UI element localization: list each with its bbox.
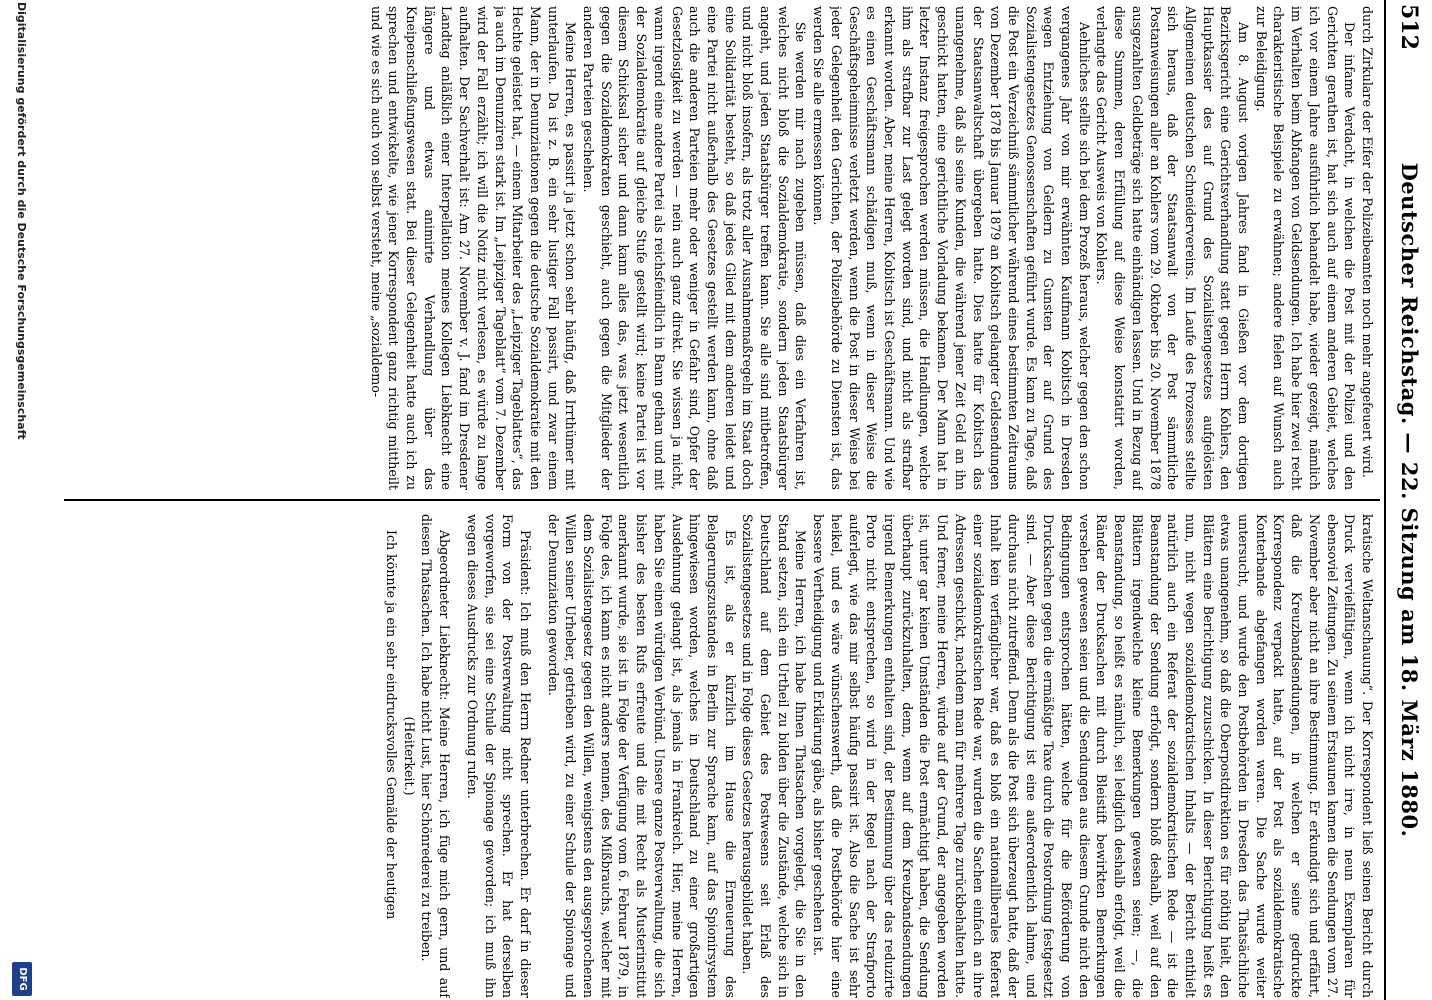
paragraph: Der infame Verdacht, in welchen die Post mit der Polizei und den Gerichten gerathen ist, hat sich auch auf einem anderen Gebiet, welches ich vor einem Jahre ausführlich behandelt habe, wieder gezeigt, nämlich im Verhalten beim Abfangen von Geldsendungen. Ich habe hier zwei recht charakteristische Beispiele zu erwähnen; andere fielen auf Wunsch auch zur Beleidigung. xyxy=(1253,6,1358,490)
paragraph: Ich könnte ja ein sehr eindrucksvolles Gemälde der heutigen xyxy=(384,530,400,920)
paragraph: durch Zirkulare der Eifer der Polizeibeamten noch mehr angefeuert wird. xyxy=(1360,6,1375,478)
page-number: 512 xyxy=(1396,4,1422,50)
paragraph: Aehnliches stellte sich bei dem Prozeß heraus, welcher gegen den schon vergangenes Jahr von mir erwähnten Kaufmann Kobitsch in Dresden wegen Entziehung von Geldern zu Gunsten der auf Grund des Sozialistengesetzes Genossenschaften geführt wurde. Es kam zu Tage, daß die Post ein Verzeichniß sämmtlicher während eines bestimmten Zeitraums von Dezember 1878 bis Januar 1879 an Kobitsch gelangter Geldsendungen der Staatsanwaltschaft übergeben hatte. Dies hatte für Kobitsch das unangenehme, daß als seine Kunden, die während jener Zeit Geld an ihn geschickt hatten, eine gerichtliche Vorladung bekamen. Der Mann hat in letzter Instanz freigesprochen werden müssen, die Handlungen, welche ihm als strafbar zur Last gelegt worden sind, und nicht als strafbar erkannt worden. Aber, meine Herren, Kobitsch ist Geschäftsmann. Und wie es einen Geschäftsmann schädigen muß, wenn in dieser Weise die Geschäftsgeheimnisse verletzt werden, wenn die Post in dieser Weise bei jeder Gelegenheit den Gerichten, der Polizeibehörde zu Diensten ist, das werden Sie alle ermessen können. xyxy=(811,6,1092,490)
interjection: (Heiterkeit.) xyxy=(401,716,417,796)
digitization-note: Digitalisierung gefördert durch die Deutsche Forschungsgemeinschaft xyxy=(15,2,28,440)
page-footer xyxy=(6,0,36,1000)
paragraph: Meine Herren, ich habe Ihnen Thatsachen vorgelegt, die Sie in den Stand setzen, sich ein Urtheil zu bilden über die Zustände, welche sich in Deutschland auf dem Gebiet des Postwesens seit Erlaß des Sozialistengesetzes und in Folge dieses Gesetzes herausgebildet haben. xyxy=(740,514,809,998)
speaker-paragraph: Präsident: Ich muß den Herrn Redner unterbrechen. Er darf in dieser Form von der Postverwaltung nicht sprechen. Er hat derselben vorgeworfen, sie sei eine Schule der Spionage geworden; ich muß ihn wegen dieses Ausdrucks zur Ordnung rufen. xyxy=(464,514,533,998)
dfg-logo: DFG xyxy=(12,962,32,996)
paragraph: Am 8. August vorigen Jahres fand in Gießen vor dem dortigen Bezirksgericht eine Gerichtsverhandlung statt gegen Herrn Kohlers, den Hauptkassier des auf Grund des Sozialistengesetzes aufgelösten Allgemeinen deutschen Schneidervereins. Im Laufe des Prozesses stellte sich heraus, daß der Staatsanwalt von der Post sämmtliche Postanweisungen aller an Kohlers vom 29. Oktober bis 20. November 1878 ausgezahlten Geldbeträge sich hatte einhändigen lassen. Und in Bezug auf diese Summen, deren Erfüllung auf diese Weise konstatirt worden, verlangte das Gericht Ausweis von Kohlers. xyxy=(1094,6,1252,490)
paragraph: Es ist, als er kürzlich im Hause die Erneuerung des Belagerungszustandes in Berlin zur Sprache kam, auf das Spionirsystem hingewiesen worden, welches in Deutschland zu einer großartigen Ausdehnung gelangt ist, als jemals in Frankreich. Hier, meine Herren, haben Sie einen würdigen Verbünd. Unsere ganze Postverwaltung, die sich bisher des besten Rufs erfreute und die mit Recht als Musterinstitut anerkannt wurde, sie ist in Folge der Verfügung vom 6. Februar 1879, in Folge des, ich kann es nicht anders nennen, des Mißbrauchs, welcher mit dem Sozialistengesetz gegen den Willen, wenigstens den ausgesprochenen Willen seiner Urheber, getrieben wird, zu einer Schule der Spionage und der Denunziation geworden. xyxy=(545,514,738,998)
paragraph: kratische Weltanschauung“. Der Korrespondent ließ seinen Bericht durch Druck vervielfältigen, wenn ich nicht irre, in neun Exemplaren für ebensoviel Zeitungen. Zu seinem Erstaunen kamen die Sendungen vom 27. November aber nicht an ihre Bestimmung. Er erkundigt sich und erfährt, daß die Kreuzbandsendungen, in welchen er seine gedruckte Korrespondenz verpackt hatte, auf der Post als sozialdemokratische Konterbande abgefangen worden waren. Die Sache wurde weiter untersucht, und wurde den Postbehörden in Dresden das Thatsächliche etwas unangenehm, so daß die Oberpostdirektion es für nöthig hielt, den Blättern eine Berichtigung zuzuschicken. In dieser Berichtigung heißt es nun, nicht wegen sozialdemokratischen Inhalts — der Bericht enthielt natürlich auch ein Referat der sozialdemokratischen Rede — ist die Beanstandung der Sendung erfolgt, sondern bloß deshalb, weil auf den Blättern irgendwelche kleine Bemerkungen gewesen seien; —, die Beanstandung, so heißt es nämlich, sei lediglich deshalb erfolgt, weil die Ränder der Drucksachen mit durch Bleistift bewirkten Bemerkungen versehen gewesen seien und die Sendungen aus diesem Grunde nicht den Bedingungen entsprochen hätten, welche für die Beförderung von Drucksachen gegen die ermäßigte Taxe durch die Postordnung festgesetzt sind. — Aber diese Berichtigung ist eine außerordentlich lahme, und durchaus nicht zutreffend. Denn als die Post sich überzeugt hatte, daß der Inhalt kein verfänglicher war, daß es bloß ein nationalliberales Referat einer sozialdemokratischen Rede war, wurden die Sachen einfach an ihre Adressen geschickt, nachdem man für mehrere Tage zurückbehalten hatte. Und ferner, meine Herren, würde auf der Grund, der angegeben worden ist, unter gar keinen Umständen die Post ermächtigt haben, die Sendung überhaupt zurückzuhalten, denn, wenn auf dem Kreuzbandsendungen irgend Bemerkungen enthalten sind, der Bestimmung über das reduzirte Porto nicht entsprechen, so wird in der Regel nach der Strafporto auferlegt, wie das mir selbst häufig passirt ist. Also die Sache ist sehr heikel, und es wäre wünschenswerth, daß die Postbehörde hier eine bessere Vertheidigung und Erklärung gäbe, als bisher geschehen ist. xyxy=(811,514,1375,998)
column-divider xyxy=(64,499,1380,501)
paragraph: Meine Herren, es passirt ja jetzt schon sehr häufig, daß Irrthümer mit unterlaufen. Da ist z. B. ein sehr lustiger Fall passirt, und zwar einem Mann, der in Denunziationen gegen die deutsche Sozialdemokratie mit den Hechte geleistet hat, — einem Mitarbeiter des „Leipziger Tageblattes“, das ja auch im Denunziren stark ist. Im „Leipziger Tageblatt“ vom 7. Dezember wird der Fall erzählt; ich will die Notiz nicht verlesen, es würde zu lange aufhalten. Der Sachverhalt ist: Am 27. November v. J. fand im Dresdener Landtag anläßlich einer Interpellation meines Kollegen Liebknecht eine längere und etwas animirte Verhandlung über das Kneipenschließungswesen statt. Bei dieser Gelegenheit hatte auch ich zu sprechen und entwickelte, wie jener Korrespondent ganz richtig mittheilt und wie es sich auch von selbst versteht, meine „sozialdemo- xyxy=(368,6,579,490)
running-title: Deutscher Reichstag. — 22. Sitzung am 18. März 1880. xyxy=(1397,162,1422,838)
speaker-paragraph: Abgeordneter Liebknecht: Meine Herren, ich füge mich gern, und auf diesen Thatsachen. Ich habe nicht Lust, hier Schönrederei zu treiben. xyxy=(419,514,453,998)
page-header xyxy=(1386,0,1432,1000)
left-column xyxy=(76,6,1376,490)
paragraph: Sie werden mir nach zugeben müssen, daß dies ein Verfahren ist, welches nicht bloß die Sozialdemokratie, sondern jeden Staatsbürger angeht, und jeden Staatsbürger treffen kann. Sie alle sind mitbetroffen, und nicht bloß insofern, als trotz aller Ausnahmemaßregeln im Staat doch eine Solidarität besteht, so daß jedes Glied mit dem anderen leidet und eine Partei nicht außerhalb des Gesetzes gestellt werden kann, ohne daß auch die anderen Parteien mehr oder weniger in Gefahr sind, Opfer der Gesetzlosigkeit zu werden — nein auch ganz direkt. Sie wissen ja nicht, wann irgend eine andere Partei als reichsfeindlich in Bann gethan und mit der Sozialdemokratie auf gleiche Stufe gestellt wird; keine Partei ist vor diesem Schicksal sicher und dann kann alles das, was jetzt wesentlich gegen die Sozialdemokraten geschieht, auch gegen die Mitglieder der anderen Parteien geschehen. xyxy=(581,6,809,490)
header-rule xyxy=(1384,0,1386,1000)
right-column xyxy=(76,514,1376,998)
